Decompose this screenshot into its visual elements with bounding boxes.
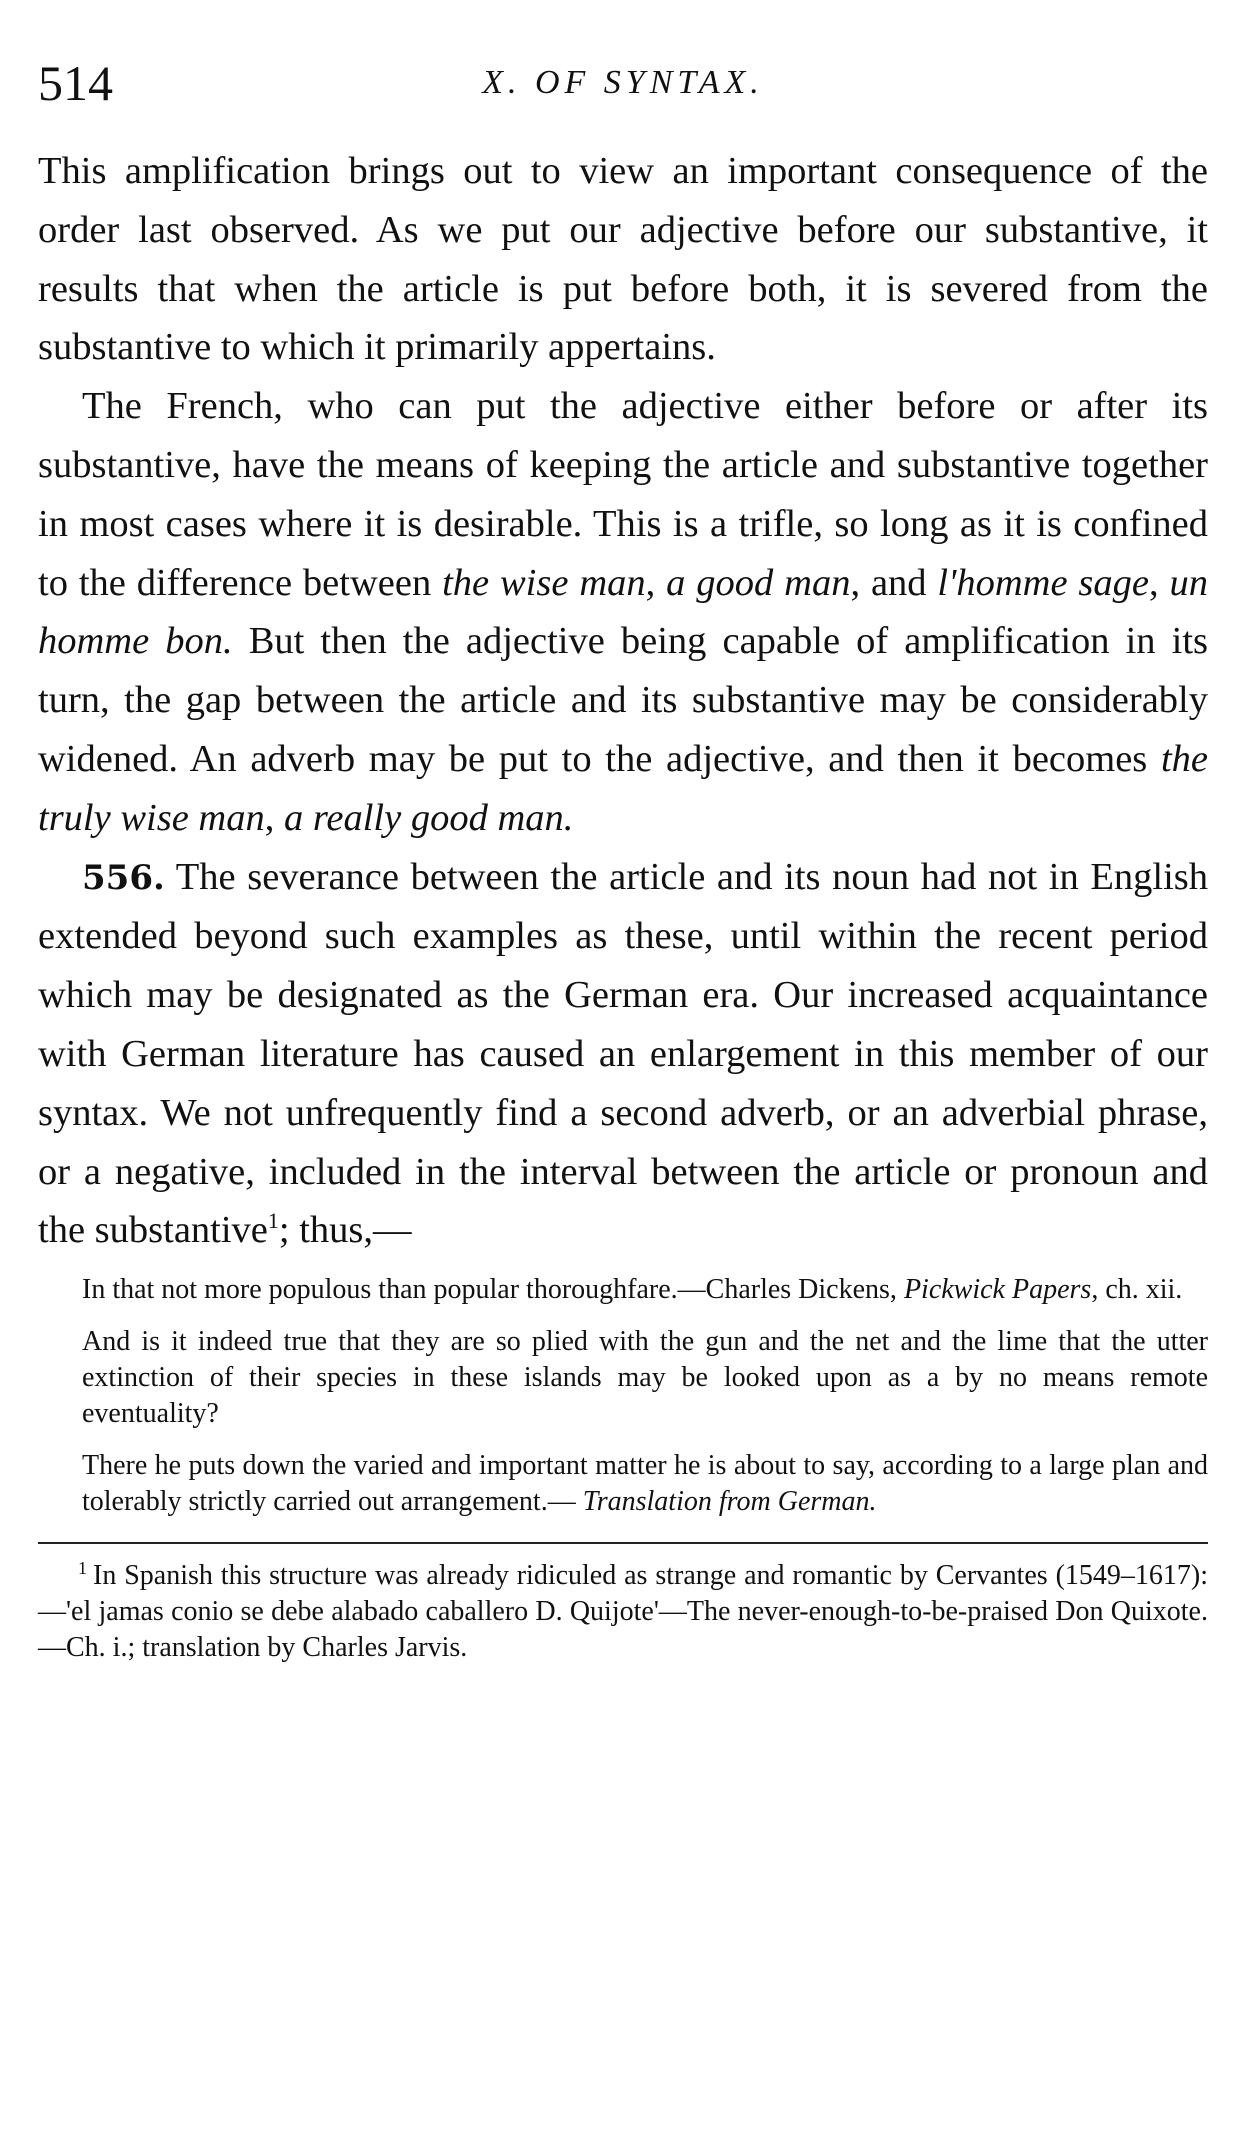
footnote-reference: 1 [267, 1208, 279, 1234]
example-phrase: the truly wise man [38, 737, 1208, 839]
text-run: , and [850, 561, 938, 604]
quotation-translation [38, 1448, 1208, 1520]
example-phrase: a really good man. [283, 796, 574, 839]
section-number: 556. [82, 857, 165, 898]
example-phrase: l'homme sage [937, 561, 1149, 604]
page-header [38, 48, 1208, 118]
example-phrase: a good man [666, 561, 851, 604]
text-run: ; thus,— [278, 1209, 412, 1252]
footnote-text: In Spanish this structure was already ridiculed as strange and romantic by Cervantes (1549–1617):—'el jamas conio se debe alabado caballero D. Quijote'—The never-enough-to-be-praised Don Quixote.—Ch. i.; translation by Charles Jarvis. [38, 1560, 1208, 1664]
text-run: , [1149, 561, 1170, 604]
page-number: 514 [38, 55, 113, 111]
footnote [38, 1558, 1208, 1666]
quote-text: In that not more populous than popular thoroughfare.—Charles Dickens, [82, 1274, 904, 1306]
footnote-mark: 1 [78, 1557, 87, 1578]
quote-tail: , ch. xii. [1091, 1274, 1183, 1306]
quotation-extinction [38, 1324, 1208, 1432]
paragraph-556 [38, 848, 1208, 1261]
text-run: The French, who can put the adjective either before or after its substantive, have the means of keeping the article and substantive together in most cases where it is desirable. This is a trifle, so long as it is confined to the difference between [38, 385, 1208, 604]
quote-source: Translation from German. [582, 1486, 877, 1518]
footnote-divider [38, 1542, 1208, 1544]
quotations [38, 1272, 1208, 1520]
paragraph-french [38, 377, 1208, 847]
text-run: , [264, 796, 284, 839]
text-run: , [645, 561, 667, 604]
quote-source: Pickwick Papers [903, 1274, 1092, 1306]
quotation-dickens [38, 1272, 1208, 1308]
text-run: The severance between the article and its noun had not in English extended beyond such examples as these, until within the recent period which may be designated as the German era. Our increased acquaintance with German literature has caused an enlargement in this member of our syntax. We not unfrequently find a second adverb, or an adverbial phrase, or a negative, included in the interval between the article or pronoun and the substantive [38, 855, 1208, 1252]
book-page [38, 48, 1208, 1666]
quote-text: There he puts down the varied and important matter he is about to say, according to a large plan and tolerably strictly carried out arrangement.— [82, 1450, 1208, 1518]
quote-text: And is it indeed true that they are so plied with the gun and the net and the lime that the utter extinction of their species in these islands may be looked upon as a by no means remote eventuality? [82, 1326, 1208, 1430]
running-head: X. OF SYNTAX. [482, 64, 764, 101]
paragraph-amplification: This amplification brings out to view an important consequence of the order last observed. As we put our adjective before our substantive, it results that when the article is put before both, it is severed from the substantive to which it primarily appertains. [38, 150, 1208, 369]
text-run: But then the adjective being capable of amplification in its turn, the gap between the article and its substantive may be considerably widened. An adverb may be put to the adjective, and then it becomes [38, 620, 1208, 780]
example-phrase: un homme bon. [38, 561, 1209, 663]
example-phrase: the wise man [442, 561, 646, 604]
